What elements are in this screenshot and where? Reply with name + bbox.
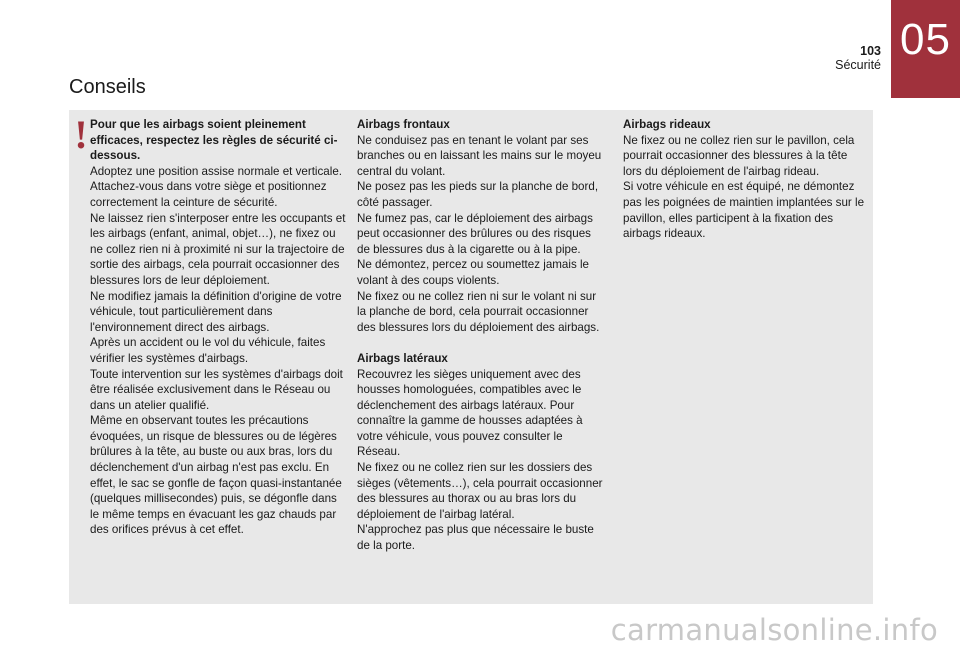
paragraph: Après un accident ou le vol du véhicule, faites vérifier les systèmes d'airbags.: [90, 336, 326, 365]
paragraph: Si votre véhicule en est équipé, ne démontez pas les poignées de maintien implantées sur le pavillon, elles participent à la fixation des airbags rideaux.: [623, 180, 865, 241]
paragraph: Ne posez pas les pieds sur la planche de bord, côté passager.: [357, 180, 599, 209]
paragraph: Ne fixez ou ne collez rien sur le pavillon, cela pourrait occasionner des blessures à la tête lors du déploiement de l'airbag rideau.: [623, 133, 855, 178]
curtain-heading: Airbags rideaux: [623, 118, 711, 131]
paragraph: Attachez-vous dans votre siège et positionnez correctement la ceinture de sécurité.: [90, 180, 327, 209]
paragraph: Ne laissez rien s'interposer entre les occupants et les airbags (enfant, animal, objet…), ne fixez ou ne collez rien ni à proximité ni sur la trajectoire de sortie des airbags, cela pourrait occasionner des blessures lors de leur déploiement.: [90, 211, 346, 287]
paragraph: Ne modifiez jamais la définition d'origine de votre véhicule, tout particulièrement dans l'environnement direct des airbags.: [90, 289, 342, 334]
paragraph: Ne démontez, percez ou soumettez jamais le volant à des coups violents.: [357, 258, 589, 287]
paragraph: Même en observant toutes les précautions évoquées, un risque de blessures ou de légères brûlures à la tête, au buste ou aux bras, lors du déclenchement d'un airbag n'est pas exclu. En effet, le sac se gonfle de façon quasi-instantanée (quelques millisecondes) puis, se dégonfle dans le même temps en évacuant les gaz chauds par des orifices prévus à cet effet.: [90, 414, 342, 537]
paragraph: N'approchez pas plus que nécessaire le buste de la porte.: [357, 523, 594, 553]
general-advice-column: [90, 117, 348, 538]
frontal-lateral-column: [357, 117, 607, 554]
warning-icon: !: [74, 112, 88, 157]
chapter-tab: [891, 0, 960, 98]
paragraph: Recouvrez les sièges uniquement avec des housses homologuées, compatibles avec le déclenchement des airbags latéraux. Pour connaître la gamme de housses adaptées à votre véhicule, vous pouvez consulter le Réseau.: [357, 367, 583, 459]
paragraph: Ne fumez pas, car le déploiement des airbags peut occasionner des brûlures ou des risques de blessures dus à la cigarette ou à la pipe.: [357, 211, 593, 256]
page-title: Conseils: [69, 76, 146, 98]
paragraph: Toute intervention sur les systèmes d'airbags doit être réalisée exclusivement dans le Réseau ou dans un atelier qualifié.: [90, 367, 343, 412]
watermark: carmanualsonline.info: [610, 613, 938, 647]
chapter-number: 05: [900, 15, 951, 64]
section-name: Sécurité: [835, 58, 881, 72]
frontal-heading: Airbags frontaux: [357, 118, 450, 131]
spacer: [357, 335, 607, 351]
curtain-column: [623, 117, 868, 242]
lateral-heading: Airbags latéraux: [357, 351, 448, 365]
intro-text: Pour que les airbags soient pleinement efficaces, respectez les règles de sécurité ci-dessous.: [90, 118, 338, 163]
paragraph: Ne conduisez pas en tenant le volant par ses branches ou en laissant les mains sur le moyeu central du volant.: [357, 133, 602, 178]
page-number: 103: [860, 44, 881, 58]
paragraph: Ne fixez ou ne collez rien ni sur le volant ni sur la planche de bord, cela pourrait occasionner des blessures lors du déploiement des airbags.: [357, 289, 600, 334]
paragraph: Ne fixez ou ne collez rien sur les dossiers des sièges (vêtements…), cela pourrait occasionner des blessures au thorax ou au bras lors du déploiement de l'airbag latéral.: [357, 461, 603, 521]
paragraph: Adoptez une position assise normale et verticale.: [90, 164, 342, 178]
